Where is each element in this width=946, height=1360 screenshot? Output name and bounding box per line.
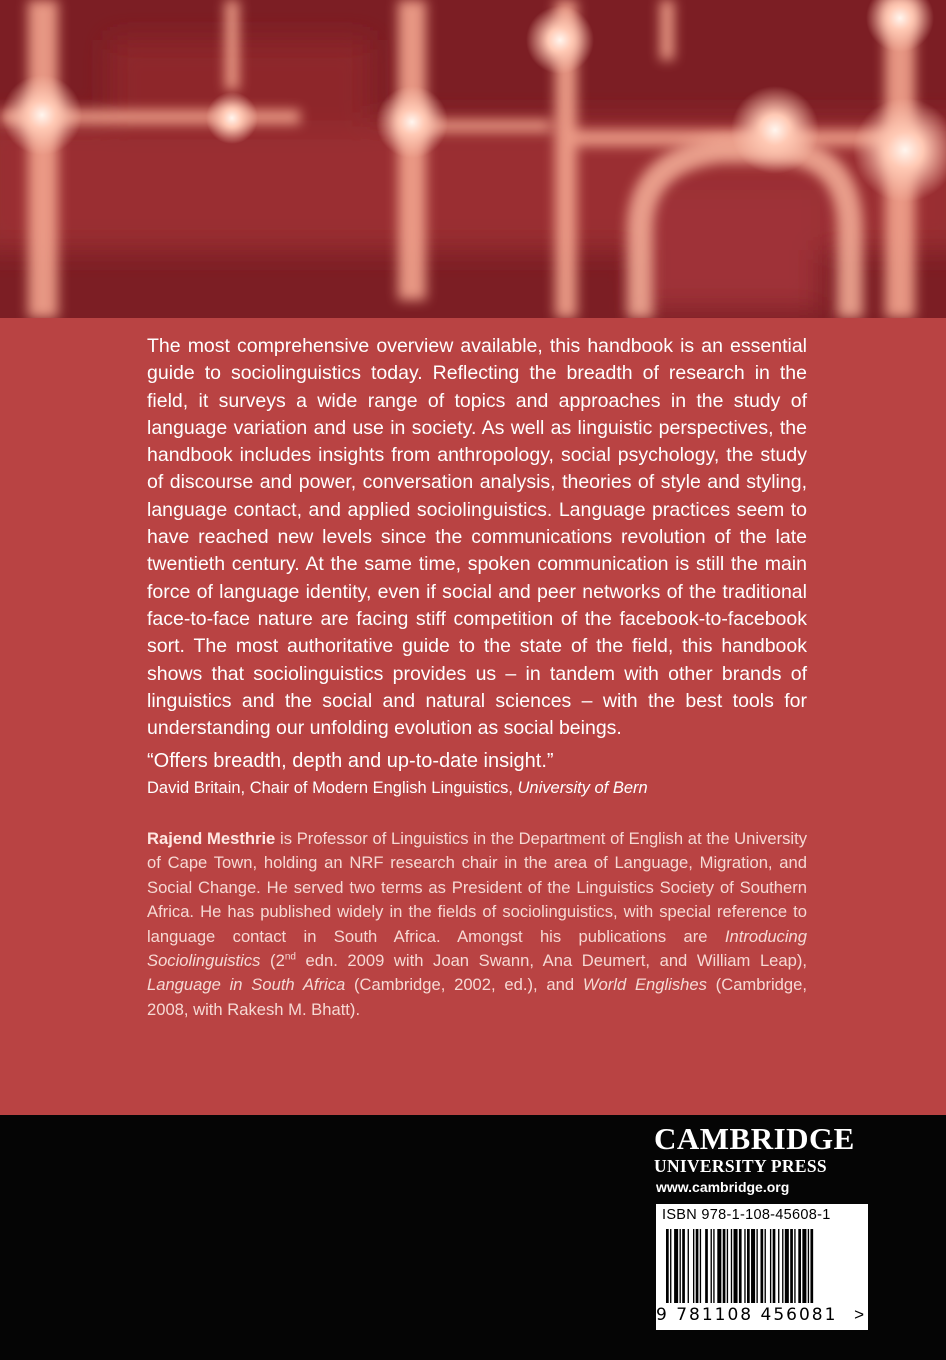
bio-text: (Cambridge, 2002, ed.), and — [345, 975, 583, 995]
bio-text: edn. 2009 with Joan Swann, Ana Deumert, and William Leap), — [295, 951, 807, 971]
book-title-3: World Englishes — [582, 975, 707, 995]
isbn-barcode — [656, 1204, 868, 1330]
publisher-website: www.cambridge.org — [656, 1179, 790, 1195]
bio-text: (2 — [260, 951, 285, 971]
barcode-number: 9 781108 456081 — [656, 1305, 838, 1325]
endorsement-quote: “Offers breadth, depth and up-to-date insight.” — [147, 750, 554, 772]
book-description: The most comprehensive overview available, this handbook is an essential guide to sociolinguistics today. Reflecting the breadth of research in the field, it surveys a wide range of topics and approaches in the study of language variation and use in society. As well as linguistic perspectives, the handbook includes insights from anthropology, social psychology, the study of discourse and power, conversation analysis, theories of style and styling, language contact, and applied sociolinguistics. Language practices seem to have reached new levels since the communications revolution of the late twentieth century. At the same time, spoken communication is still the main force of language identity, even if social and peer networks of the traditional face-to-face nature are facing stiff competition of the facebook-to-facebook sort. The most authoritative guide to the state of the field, this handbook shows that sociolinguistics provides us – in tandem with other brands of linguistics and the social and natural sciences – with the best tools for understanding our unfolding evolution as social beings. — [147, 335, 807, 740]
endorser-name-title: David Britain, Chair of Modern English Linguistics, — [147, 779, 518, 797]
bio-text: is Professor of Linguistics in the Department of English at the University of Cape Town, holding an NRF research chair in the area of Language, Migration, and Social Change. He served two terms as President of the Linguistics Society of Southern Africa. He has published widely in the fields of sociolinguistics, with special reference to language contact in South Africa. Amongst his publications are — [147, 829, 807, 946]
author-bio — [147, 827, 807, 1022]
isbn-label: ISBN 978-1-108-45608-1 — [662, 1207, 831, 1223]
endorsement-attribution — [147, 776, 807, 800]
publisher-subname: UNIVERSITY PRESS — [654, 1156, 827, 1176]
publisher-logo — [654, 1122, 870, 1176]
ordinal-suffix: nd — [284, 951, 296, 963]
publisher-name: CAMBRIDGE — [654, 1121, 855, 1156]
author-name: Rajend Mesthrie — [147, 829, 276, 848]
bio-text: (Cambridge, 2008, with Rakesh M. Bhatt). — [147, 975, 807, 1019]
barcode-arrow: > — [854, 1305, 864, 1324]
barcode-bars — [662, 1229, 862, 1305]
endorser-institution: University of Bern — [517, 779, 648, 797]
book-title-1: Introducing Sociolinguistics — [147, 926, 807, 971]
book-title-2: Language in South Africa — [147, 975, 346, 995]
blurred-lights-image — [0, 0, 946, 318]
cover-artwork — [0, 0, 946, 318]
